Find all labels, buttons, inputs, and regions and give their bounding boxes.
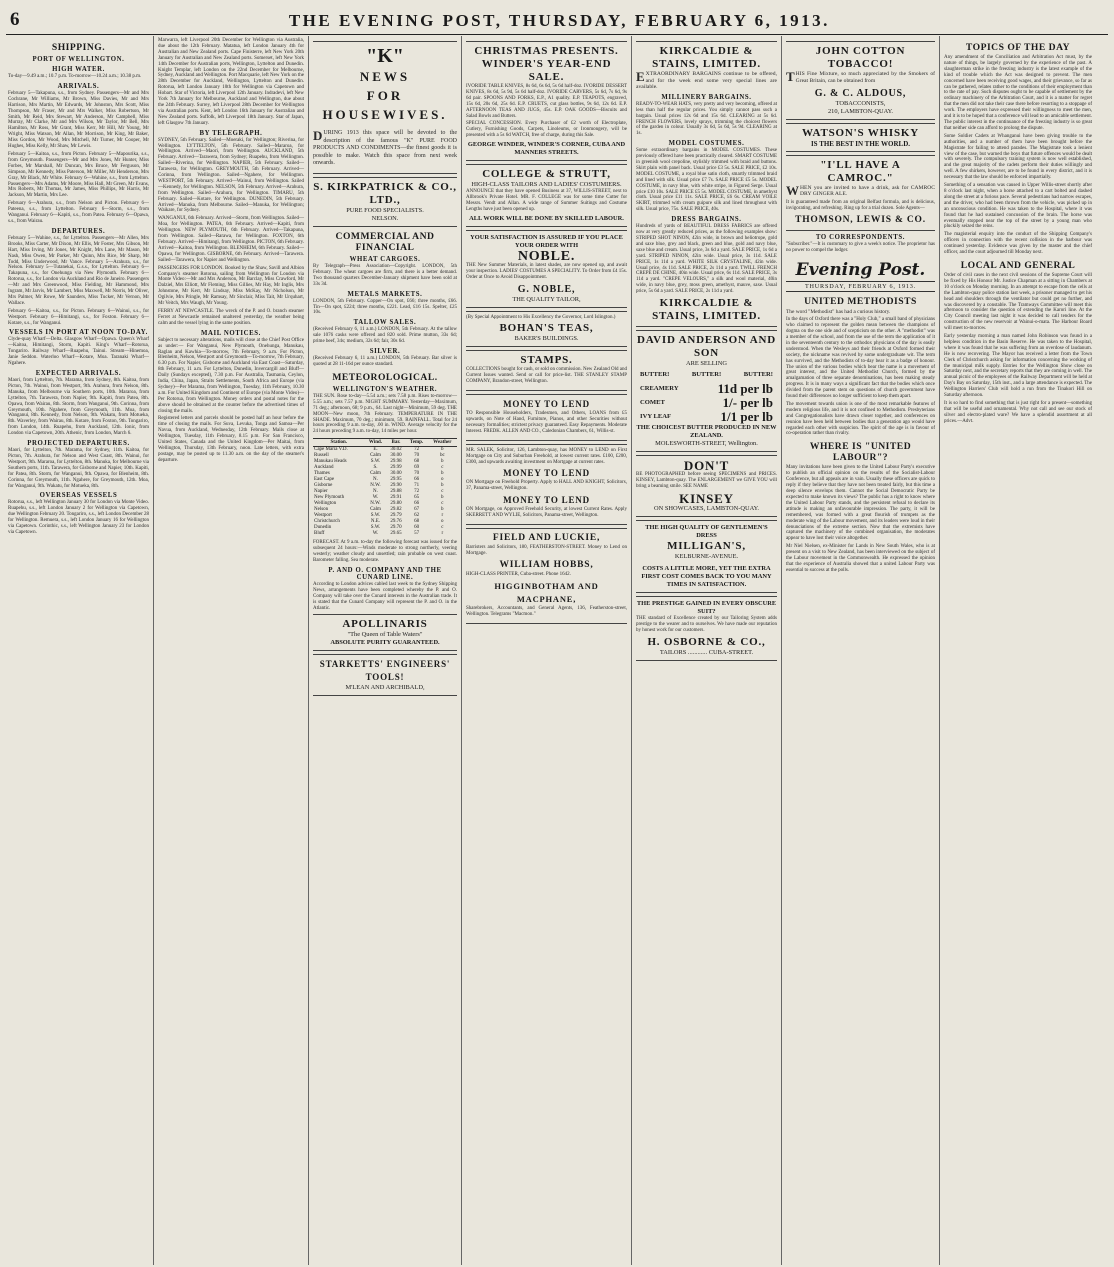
weather-cell-temp: 70 xyxy=(414,453,420,459)
column-topics xyxy=(940,36,1096,1265)
higginbotham-heading: HIGGINBOTHAM AND MACPHANE, xyxy=(494,580,599,604)
k-news-advert xyxy=(313,41,457,174)
weather-cell-weather: r xyxy=(441,531,444,537)
page-title: THE EVENING POST, THURSDAY, FEBRUARY 6, 1913. xyxy=(288,11,830,30)
editorial-date: THURSDAY, FEBRUARY 6, 1913. xyxy=(786,281,935,292)
weather-cell-station: Nelson xyxy=(314,507,329,513)
weather-cell-wind: Calm xyxy=(370,507,381,513)
thomson-heading: THOMSON, LEWIS & CO. xyxy=(795,215,926,225)
editorial-text: In the days of Oxford there was a "Holy Club," a small band of physicians who claimed to represent the golden mean between the champions of dogma on the one side and of scepticism on the other. A "methodist" was a member of the school, and from the use of the term the application of it in the seventeenth century to the orthodox physicians of the day is easily understood. When the Wesleys and their friends at Oxford formed their society, the nickname was revived by some undergraduate wit. The term has survived, and the Methodists of to-day bear it as a badge of honour. The union of the various bodies which bear the name is a movement of great interest, and the United Methodist Church, formed by the amalgamation of three separate denominations, has been making steady progress. It is in many ways a significant fact that the bodies which once divided from the parent stem on questions of church government have found their differences no longer sufficient to keep them apart. xyxy=(786,317,935,400)
section-heading-shipping: SHIPPING. xyxy=(51,42,106,53)
weather-cell-wind: W. xyxy=(372,495,379,501)
columns xyxy=(4,36,1110,1265)
k-news: NEWS xyxy=(359,69,411,84)
editorial-lead: The word "Methodist" has had a curious history. xyxy=(786,308,891,315)
weather-cell-temp: 65 xyxy=(414,495,420,501)
gnoble-sub: THE QUALITY TAILOR, xyxy=(512,295,581,303)
subhead-arrivals: ARRIVALS. xyxy=(57,82,100,90)
column-adverts-2 xyxy=(632,36,782,1265)
creamery-price: 11d per lb xyxy=(717,381,773,397)
weather-cell-weather: b xyxy=(441,495,444,501)
osborne-sub: TAILORS ............ CUBA-STREET. xyxy=(659,648,754,656)
winder-advert xyxy=(466,41,627,161)
page-number: 6 xyxy=(10,9,20,30)
weather-cell-wind: E. xyxy=(373,447,378,453)
stamps-text: COLLECTIONS bought for cash, or sold on commission. New Zealand Old and Current Issues wanted. Send or call for price-list. THE STANLEY STAMP COMPANY, Brandon-street, Wellington. xyxy=(466,367,627,385)
cotton-heading: JOHN COTTON TOBACCO! xyxy=(815,45,906,70)
apollinaris-name: APOLLINARIS xyxy=(342,618,428,631)
k-for: FOR xyxy=(366,88,404,103)
weather-cell-station: Westport xyxy=(314,513,332,519)
winder-heading: WINDER'S YEAR-END SALE. xyxy=(481,58,612,83)
subhead-expected-arrivals: EXPECTED ARRIVALS. xyxy=(35,370,122,377)
money-heading-2: MONEY TO LEND xyxy=(503,468,590,479)
osborne-advert xyxy=(636,596,777,661)
weather-cell-wind: S.W. xyxy=(370,513,381,519)
dont-heading: DON'T xyxy=(683,458,730,474)
camroc-detail: It is guaranteed made from an original Belfast formula, and is delicious, invigorating, and refreshing. Ring up for a trial dozen. Sole Agents— xyxy=(786,200,935,212)
projected-text: Maori, for Lyttelton, 7th. Marama, for Sydney, 11th. Kaitoa, for Picton, 7th. Arahura, for Nelson and West Coast, 8th. Wainui, for Westport, 9th. Mararoa, for Lyttelton, 8th. Manuka, for Melbourne via Southern ports, 11th. Tarawera, for Gisborne and Napier, 10th. Kapiti, for Patea, 8th. Storm, for Wanganui, 9th. Opawa, for Blenheim, 8th. Corinna, for Greymouth, 11th. Ngahere, for Greymouth, 12th. Moa, for Wanganui, 9th. Wakatu, for Motueka, 8th. xyxy=(8,448,149,489)
college-strutt-name: COLLEGE & STRUTT, xyxy=(482,168,611,181)
college-strutt-text: ANNOUNCE that they have opened Business at 37, WILLIS-STREET, next to Allbrook's Private Hotel. MR. F. COLLEGE was for some time Cutter for Messrs. Vendt and Allan. A wide range of Summer Suitings and Costume Lengths have just been opened up. xyxy=(466,189,627,212)
butter-1: BUTTER! xyxy=(640,371,670,379)
telegraph-text: SYDNEY, 5th February. Sailed—Moeraki, for Wellington; Riverina, for Wellington. LYTTELTON, 5th February. Sailed—Mararoa, for Wellington. Arrived—Maori, from Wellington. AUCKLAND, 5th February. Arrived—Tarawera, from Sydney; Ruapehu, from Wellington. Sailed—Riverina, for Wellington. NAPIER, 5th February. Sailed—Tarawera, for Wellington. GREYMOUTH, 5th February. Arrived—Corinna, from Wellington. Sailed—Ngahere, for Wellington. WESTPORT, 5th February. Arrived—Wainui, from Wellington. Sailed—Kennedy, for Wellington. NELSON, 5th February. Arrived—Arahura, from Wellington. Sailed—Arahura, for Wellington. TIMARU, 5th February. Sailed—Kotare, for Wellington. DUNEDIN, 5th February. Arrived—Manuka, from Melbourne. Sailed—Manuka, for Wellington; Waikare, for Sydney. xyxy=(158,137,304,214)
hobbs-text: HIGH-CLASS PRINTER, Cuba-street. Phone 1642. xyxy=(466,571,571,577)
apollinaris-advert xyxy=(313,614,457,651)
osborne-text: THE standard of Excellence created by our Tailoring System adds prestige to the wearer and to ourselves. We have made our reputation by honest work for our customers. xyxy=(636,615,777,633)
weather-cell-wind: Calm xyxy=(370,471,381,477)
weather-cell-station: Bluff xyxy=(314,531,325,537)
creamery-row xyxy=(636,382,777,396)
money-heading-3: MONEY TO LEND xyxy=(503,495,590,506)
weather-cell-weather: b xyxy=(441,459,444,465)
dress-text: Hundreds of yards of BEAUTIFUL DRESS FABRICS are offered now at very greatly reduced prices, as the following examples show: STRIPED SHOT NINON, 42in wide, in brown and heliotrope, gold and saxe blue, grey and black, green and blue, gold and navy blue, saxe blue and cream. Usual price, 3s 6d a yard. SALE PRICE, 1s 6d a yard. STRIPED NINON, 42in wide. Usual price, 3s 11d. SALE PRICE, 1s 11d a yard. WHITE SILK CRYSTALINE, 42in wide. Usual price, 4s 11d. SALE PRICE, 2s 11d a yard. TWILL FRENCH CREPE DE CHINE, 40in wide. Usual price, 6s 11d. SALE PRICE, 3s 11d a yard. "CREPE VELOURS," a silk and wool material, 40in wide, in navy blue, grey, moss green, amethyst, mauve, saxe. Usual price, 5s 6d a yard. SALE PRICE, 2s 11d a yard. xyxy=(636,224,777,295)
table-header-temp: Temp. xyxy=(406,439,428,447)
dress-heading: DRESS BARGAINS. xyxy=(671,216,742,224)
weather-cell-station: Russell xyxy=(314,453,329,459)
model-heading: MODEL COSTUMES. xyxy=(668,140,745,148)
column-editorial xyxy=(782,36,940,1265)
butter-3: BUTTER! xyxy=(743,371,773,379)
weather-cell-wind: N.W. xyxy=(370,483,381,489)
weather-cell-bar: 29.88 xyxy=(390,489,402,495)
weather-cell-temp: 66 xyxy=(414,501,420,507)
column-commercial xyxy=(309,36,462,1265)
weather-cell-weather: r xyxy=(441,513,444,519)
winder-items: IVORIDE TABLE KNIVES, 8s 6d, 6s 6d, 5s 6d half-doz. IVORIDE DESSERT KNIVES, 8s 6d, 5s 9d, 5s 6d half-doz. IVORIDE CARVERS, 5s 6d, 7s 6d, 9s 6d pair. SPOONS AND FORKS, E.P., A1 quality. E.P. TEAPOTS, engraved, 15s 6d, 20s 6d, 25s 6d. E.P. CRUETS, cut glass bottles, 9s 6d, 12s 6d. E.P. AFTERNOON TEAS AND JUGS, 45s. E.P. OAK GOODS—Biscuits and Salad Bowls and Butters. xyxy=(466,84,627,119)
pando-text: According to London advices cabled last week to the Sydney Shipping News, arrangements have been completed whereby the P. and O. Company will take over the Cunard interests in the Australian trade. It is stated that the Cunard Company will represent the P. and O. in the Atlantic. xyxy=(313,581,457,611)
section-heading-commercial: COMMERCIAL AND FINANCIAL xyxy=(335,230,435,253)
shipping-continued: Marwarra, left Liverpool 20th December for Wellington via Australia, due about the 12th February. Matatua, left London January 4th for Australian and New Zealand ports. Cape Finisterre, left New York 20th January for Australian and New Zealand ports. Somerset, left New York 14th December for Australian ports, Wellington, Lyttelton and Dunedin. Knight Templar, left London on the 22nd December for Melbourne, Sydney, Auckland and Wellington. Port Macquarie, left New York on the 28th December for Auckland, Wellington, Lyttelton and Dunedin. Rotorua, left London January 10th for Wellington via Capetown and Hobart. Star of Victoria, left Liverpool 12th January. Indradevi, left New York 7th January for Melbourne, Auckland and Wellington, due about the 24th February. Surrey, left Liverpool 28th December for Wellington via Australian ports. Kent, left London 16th January for Australian and New Zealand ports. Suffolk, left Liverpool 18th January. Star of Japan, left Glasgow 7th January. xyxy=(158,38,304,126)
subhead-mail-notices: MAIL NOTICES. xyxy=(201,329,261,337)
cotton-advert xyxy=(786,41,935,120)
k-housewives: HOUSEWIVES. xyxy=(322,107,448,122)
noble-heading: NOBLE. xyxy=(517,248,576,264)
weather-cell-wind: Calm xyxy=(370,453,381,459)
weather-cell-weather: b xyxy=(441,471,444,477)
kirkcaldie-advert xyxy=(636,41,777,327)
model-text: Some extraordinary bargains in MODEL COSTUMES. These previously offered have been practically cleared. SMART COSTUME in greenish wool crepoline, stylishly trimmed with braid and buttons. Skirt plain with panel back. Usual price £3 5s. SALE PRICE, £2 10s. MODEL COSTUME, a royal blue satin cloth, smartly trimmed braid and lined with silk. Usual price £7 7s. SALE PRICE £5 5s. MODEL COSTUME, in navy blue, with white stripe, in Figured Serge. Usual price £10 10s. SALE PRICE £5 5s. MODEL COSTUME, in amethyst cloth. Usual price £11 11s. SALE PRICE, £6 6s. CREAM VOILE SKIRT, trimmed with cream guipure silk and lined throughout with silk. Usual price, 75s. SALE PRICE, 40s. xyxy=(636,148,777,213)
labour-text-2: Mr Niel Nielsen, ex-Minister for Lands in New South Wales, who is at present on a visit to New Zealand, has been interviewed on the subject of the Labour movement in the Commonwealth. He expressed the opinion that the experience of Australia showed that a united Labour Party was essential to success at the polls. xyxy=(786,544,935,573)
correspondents-heading: TO CORRESPONDENTS. xyxy=(815,234,906,241)
creamery-label: CREAMERY xyxy=(640,385,679,393)
weather-cell-bar: 29.82 xyxy=(390,507,402,513)
weather-text: THE SUN. Rose to-day—5.54 a.m.; sets 7.58 p.m. Rises to-morrow—5.55 a.m.; sets 7.57 p.m. NIGHT SUMMARY. Yesterday—Maximum, 71 deg.; afternoon, 68; 9 p.m., 64. Last night—Minimum, 59 deg. THE MOON—New moon, 7th February. TEMPERATURE IN THE SHADE. Maximum, 70 deg.; minimum, 59. RAINFALL. Total for 24 hours preceding 9 a.m. to-day, .00 in. WIND. Average velocity for the 24 hours preceding 9 a.m. to-day, 14 miles per hour. xyxy=(313,393,457,435)
weather-cell-weather: c xyxy=(441,489,444,495)
bohan-advert xyxy=(466,311,627,348)
aldous-address: 210, LAMBTON-QUAY. xyxy=(827,107,894,115)
prestige-heading: THE PRESTIGE GAINED IN EVERY OBSCURE SUIT? xyxy=(636,599,777,615)
topics-heading: TOPICS OF THE DAY xyxy=(965,42,1071,53)
noble-advert xyxy=(466,230,627,308)
weather-cell-weather: bc xyxy=(439,453,445,459)
comet-label: COMET xyxy=(640,399,665,407)
osborne-heading: H. OSBORNE & CO., xyxy=(647,635,766,648)
camroc-text: WHEN you are invited to have a drink, ask for CAMROC DRY GINGER ALE. xyxy=(786,182,935,198)
weather-cell-wind: N. xyxy=(373,489,378,495)
aldous-sub: TOBACCONISTS, xyxy=(835,99,886,107)
kinsey-advert xyxy=(636,455,777,517)
bohan-royal: (By Special Appointment to His Excellency the Governor, Lord Islington.) xyxy=(466,314,616,320)
weather-cell-wind: N.W. xyxy=(370,501,381,507)
millinery-text: READY-TO-WEAR HATS, very pretty and very becoming, offered at less than half the regular prices. You simply cannot pass such a bargain. Usual prices 12s 6d and 15s 6d. CLEARING at 5s 6d. FRENCH FLOWERS, lovely sprays, trimming the choicest flowers of the garden in colour. Usually 3s 6d, 5s 6d, 5s 9d. CLEARING at 1s. xyxy=(636,101,777,137)
weather-cell-station: Cape Maria V.D. xyxy=(314,447,348,453)
weather-cell-weather: c xyxy=(441,465,444,471)
anderson-heading: DAVID ANDERSON AND SON xyxy=(637,334,776,360)
stamps-advert xyxy=(466,350,627,391)
masthead-spacer xyxy=(1093,9,1108,34)
kinsey-heading: KINSEY xyxy=(679,490,734,506)
passengers-london: PASSENGERS FOR LONDON. Booked by the Shaw, Savill and Albion Company's steamer Rotorua, sailing from Wellington for London via Monte Video:—Mr and Mrs Anderson, Mr Barclay, Miss Crawford, Mr Dalziel, Mrs Elliott, Mr Fleming, Miss Gillies, Mr Hay, Mr Inglis, Mrs Johnstone, Mr Kerr, Mr Lindsay, Miss McKay, Mr Nicholson, Mr Ogilvie, Mrs Pringle, Mr Ramsay, Mr Sinclair, Miss Tait, Mr Urquhart, Mr Veitch, Mrs Waugh, Mr Young. xyxy=(158,265,304,307)
k-text: DURING 1913 this space will be devoted to the description of the famous "K" PURE FOOD PRODUCTS AND CONDIMENTS—the finest goods it is possible to make. Watch this space from next week onwards. xyxy=(313,128,457,167)
comet-row xyxy=(636,396,777,410)
expected-text: Maori, from Lyttelton, 7th. Marama, from Sydney, 8th. Kaitoa, from Picton, 7th. Wainui, from Westport, 9th. Arahura, from Nelson, 8th. Manuka, from Melbourne via Southern ports, 10th. Mararoa, from Lyttelton, 7th. Tarawera, from Napier, 9th. Kapiti, from Patea, 8th. Opawa, from Wairau, 8th. Storm, from Wanganui, 9th. Corinna, from Greymouth, 10th. Ngahere, from Greymouth, 11th. Moa, from Wanganui, 8th. Kennedy, from Nelson, 9th. Wakatu, from Motueka, 8th. Waverley, from Wairau, 8th. Kotare, from Foxton, 9th. Tongariro, from London, 14th. Ruapehu, from Auckland, 12th. Ionic, from London via Capetown, 20th. Athenic, from London, March 6. xyxy=(8,378,149,437)
masthead xyxy=(6,4,1108,35)
local-text: Order of civil cases in the next civil sessions of the Supreme Court will be fixed by His Honour Mr. Justice Chapman at a sitting in Chambers at 10 o'clock on Monday morning. In an attempt to escape from the cells at the Lambton-quay police station last week, a prisoner managed to get his head and shoulders through the ventilator but could get no further, and was discovered by a constable. The Tramways Committee will meet this afternoon to consider the question of extending the Karori line. At the City Council meeting last night it was decided to call tenders for the construction of the new reservoir at Wainui-o-mata. The Harbour Board will meet to-morrow. xyxy=(944,272,1092,332)
weather-cell-station: Thames xyxy=(314,471,330,477)
milligans-advert xyxy=(636,520,777,593)
weather-cell-temp: 67 xyxy=(414,507,420,513)
column-telegraph xyxy=(154,36,309,1265)
money-text-1: TO Responsible Householders, Tradesmen, and Others, LOANS from £5 upwards, on Note of Hand, Furniture, Pianos, and other Securities without necessary formalities; strictest privacy guaranteed. Easy Repayments. Moderate Interest. FREDK. ALLEN AND CO., Caledonian Chambers, 61, Willis-st. xyxy=(466,411,627,434)
money-text-2: MR. SALEK, Solicitor, 126, Lambton-quay, has MONEY to LEND on First Mortgage on City and Suburban Freehold, at lowest current rates. £100, £200, £300, and upwards awaiting investment on Mortgage at current rates. xyxy=(466,447,627,465)
arrivals-text-3: February 6—Arahura, s.s., from Nelson and Picton. February 6—Pateena, s.s., from Lyttelton. February 6—Storm, s.s., from Wanganui. February 6—Kapiti, s.s., from Patea. February 6—Opawa, s.s., from Wairau. xyxy=(8,201,149,224)
fieldluckie-advert xyxy=(466,528,627,624)
watson-advert xyxy=(786,123,935,152)
kirkcaldie-intro: EXTRAORDINARY BARGAINS continue to be offered, and for the week end some very special lines are available. xyxy=(636,69,777,91)
overseas-text: Rotorua, s.s., left Wellington January 30 for London via Monte Video. Ruapehu, s.s., left London January 2 for Wellington via Capetown, due Wellington February 20. Tongariro, s.s., left London December 28 for Wellington. Remuera, s.s., left London January 16 for Wellington via Capetown. Corinthic, s.s., left Wellington January 23 for London via Capetown. xyxy=(8,500,149,535)
departures-text-2: February 6—Kaitoa, s.s., for Picton. February 6—Wainui, s.s., for Westport. February 6—Himitangi, s.s., for Foxton. February 6—Kotare, s.s., for Wanganui. xyxy=(8,308,149,326)
weather-cell-bar: 29.90 xyxy=(390,483,402,489)
table-header-bar: Bar. xyxy=(386,439,405,447)
table-header-weather: Weather xyxy=(428,439,457,447)
millinery-heading: MILLINERY BARGAINS. xyxy=(661,93,752,101)
weather-row xyxy=(313,531,457,537)
telegraph-text-2: WANGANUI, 6th February. Arrived—Storm, from Wellington. Sailed—Moa, for Wellington. PATEA, 6th February. Arrived—Kapiti, from Wellington. NEW PLYMOUTH, 6th February. Arrived—Takapuna, from Wellington. Sailed—Rarawa, for Wellington. FOXTON, 6th February. Arrived—Himitangi, from Wellington. PICTON, 6th February. Arrived—Kaitoa, from Wellington. BLENHEIM, 6th February. Sailed—Opawa, for Wellington. GISBORNE, 6th February. Arrived—Tarawera. Sailed—Tarawera, for Napier and Wellington. xyxy=(158,216,304,263)
tallow-text: (Received February 6, 11 a.m.) LONDON, 5th February. At the tallow sale 1076 casks were offered and 820 sold. Prime mutton, 33s 6d; prime beef, 34s; medium, 32s 6d; fair, 30s 6d. xyxy=(313,327,457,345)
weather-cell-wind: N. xyxy=(373,477,378,483)
weather-cell-bar: 29.80 xyxy=(390,501,402,507)
silver-text: (Received February 6, 11 a.m.) LONDON, 5th February. Bar silver is quoted at 28 11-16d per ounce standard. xyxy=(313,356,457,367)
editorial-heading: UNITED METHODISTS xyxy=(804,295,917,307)
winder-special: SPECIAL CONCESSION. Every Purchaser of £2 worth of Electroplate, Cutlery, Furnishing Goods, Carpets, Linoleums, or Ironmongery, will be presented with a 5s 6d WATCH, free of charge, during this Sale. xyxy=(466,121,627,139)
labour-text: Many invitations have been given to the United Labour Party's executive to publish an official opinion on the results of the Socialist-Labour Conference, but all appeals are in vain. Usually these officers are quick to reply if they believe that they have not been treated fairly, but this time a deep silence envelops them. Cannot the Social Democratic Party be expected to make known its views? The public has a right to know where the United Labour Party stands, and the persistent refusal to declare its attitude is making an unfavourable impression. The party, it will be remembered, was formed with a great flourish of trumpets as the moderate wing of the Labour movement, and its leaders were loud in their denunciations of the extreme section. Now that the extremists have captured the machinery of the combined organisation, the moderates appear to have lost their voice altogether. xyxy=(786,465,935,542)
weather-cell-weather: o xyxy=(441,477,444,483)
weather-cell-weather: b xyxy=(441,447,444,453)
weather-cell-temp: 70 xyxy=(414,471,420,477)
weather-cell-bar: 29.76 xyxy=(390,519,402,525)
weather-cell-temp: 71 xyxy=(414,483,420,489)
watson-heading: WATSON'S WHISKY xyxy=(801,126,920,139)
costs-more: COSTS A LITTLE MORE, YET THE EXTRA FIRST COST COMES BACK TO YOU MANY TIMES IN SATISFACTION. xyxy=(641,564,772,588)
subhead-projected-departures: PROJECTED DEPARTURES. xyxy=(27,440,130,448)
fieldluckie-text: Barristers and Solicitors, 180, FEATHERSTON-STREET. Money to Lend on Mortgage. xyxy=(466,545,627,556)
weather-cell-station: Wellington xyxy=(314,501,337,507)
weather-cell-station: New Plymouth xyxy=(314,495,345,501)
table-header-station: Station. xyxy=(313,439,365,447)
arrivals-text-2: February 5—Kaitoa, s.s., from Picton. February 5—Mapourika, s.s., from Greymouth. Passengers—Mr and Mrs Jones, Mr Hunter, Miss Forbes, Mr Marshall, Mr Duncan, Mrs Bruce, Mr Ferguson, Mr Simpson, Mr Kennedy, Miss Paterson, Mr Miller, Mr Henderson, Mrs Gray, Mr Black, Mr White. February 6—Wahine, s.s., from Lyttelton. Passengers—Mrs Adams, Mr Moore, Miss Hall, Mr Green, Mr Evans, Mrs Roberts, Mr Thomas, Mr James, Miss Phillips, Mr Harris, Mr Jackson, Mr Martin, Mrs Lee. xyxy=(8,152,149,199)
local-text-2: Early yesterday morning a man named John Robinson was found in a helpless condition in the Basin Reserve. He was taken to the Hospital, where it was found that he was suffering from an overdose of laudanum. He is now recovering. The Mayor has received a letter from the Town Clerk of Christchurch asking for information concerning the working of the municipal milk supply. Entries for the Wellington Show close on Saturday next, and the secretary reports that they are coming in well. The annual picnic of the employees of the Railway Department will be held at Day's Bay on Saturday, 15th inst., and a large attendance is expected. The Wellington Harriers' Club will hold a run from the Tinakori Hill on Saturday afternoon. xyxy=(944,334,1092,399)
weather-cell-bar: 29.98 xyxy=(390,459,402,465)
weather-table-body xyxy=(313,447,457,538)
weather-table xyxy=(313,438,457,537)
ivy-price: 1/1 per lb xyxy=(720,409,773,425)
subhead-wheat-cargoes: WHEAT CARGOES. xyxy=(349,256,421,264)
hobbs-heading: WILLIAM HOBBS, xyxy=(499,559,594,570)
weather-cell-station: Gisborne xyxy=(314,483,333,489)
weather-cell-bar: 30.02 xyxy=(390,447,402,453)
money-text-4: ON Mortgage, on Approved Freehold Security, at lowest Current Rates. Apply SKERRETT AND WYLIE, Solicitors, Panama-street, Wellington. xyxy=(466,507,627,519)
weather-cell-station: Dunedin xyxy=(314,525,332,531)
higginbotham-text: Sharebrokers, Accountants, and General Agents, 136, Featherston-street, Wellington. Telegrams "Macmon." xyxy=(466,605,627,617)
topics-text: Any amendment of the Conciliation and Arbitration Act must, by the nature of things, be largely governed by the experience of the past. A slaughterman strike in the freezing industry is the latest example of the kind of trouble which the Act was designed to prevent. The men concerned have been receiving good wages, and their grievance, so far as can be gathered, relates rather to the conditions of their employment than to the rate of pay. Such disputes ought to be capable of settlement by the ordinary machinery of the Arbitration Court, and it is a matter for regret that the men did not take their case there before resorting to a stoppage of work. The employers have expressed their willingness to meet the men, and it is to be hoped that a conference will lead to an amicable settlement. The public interest in the continuance of the freezing industry is so great that neither side can afford to prolong the dispute. xyxy=(944,55,1092,131)
college-strutt-sub: HIGH-CLASS TAILORS AND LADIES' COSTUMIERS. xyxy=(471,181,622,189)
high-quality: THE HIGH QUALITY OF GENTLEMEN'S DRESS xyxy=(645,523,768,539)
weather-cell-wind: N.E. xyxy=(370,519,381,525)
subhead-metals: METALS MARKETS. xyxy=(347,290,423,298)
subhead-by-telegraph: BY TELEGRAPH. xyxy=(199,129,263,137)
weather-cell-temp: 68 xyxy=(414,459,420,465)
weather-cell-bar: 30.00 xyxy=(390,453,402,459)
money-heading-1: MONEY TO LEND xyxy=(503,399,590,410)
weather-cell-wind: W. xyxy=(372,531,379,537)
gnoble-heading: G. NOBLE, xyxy=(517,283,576,295)
watson-text: IS THE BEST IN THE WORLD. xyxy=(810,139,911,148)
ivy-label: IVY LEAF xyxy=(640,413,672,421)
kirkpatrick-name: S. KIRKPATRICK & CO., LTD., xyxy=(313,180,457,206)
weather-cell-weather: c xyxy=(441,525,444,531)
weather-cell-bar: 29.91 xyxy=(390,495,402,501)
anderson-advert xyxy=(636,330,777,452)
weather-cell-wind: S.W. xyxy=(370,525,381,531)
mclean-name: M'LEAN AND ARCHIBALD, xyxy=(345,684,425,692)
section-heading-meteorological: METEOROLOGICAL. xyxy=(332,371,438,383)
milligans-sub: KELBURNE-AVENUE. xyxy=(674,552,739,560)
kinsey-text: BE PHOTOGRAPHED before seeing SPECIMENS and PRICES. KINSEY, Lambton-quay. The ENLARGEMENT we GIVE YOU will bring a beaming smile. SEE NAME xyxy=(636,472,777,489)
weather-cell-bar: 29.79 xyxy=(390,513,402,519)
are-selling: ARE SELLING xyxy=(685,360,727,368)
weather-cell-station: Manukau Heads xyxy=(314,459,347,465)
subhead-high-water: HIGH WATER. xyxy=(52,66,105,74)
noble-text: THE New Summer Materials, in latest shades, are now opened up, and await your inspection. LADIES' COSTUMES A SPECIALITY. To Order from £4 15s. Order at Once to Avoid Disappointment. xyxy=(466,262,627,280)
mail-text-2: Registered letters and parcels should be posted half an hour before the time of closing the mails. For Suva, Levuka, Tonga and Samoa—Per Navua, from Auckland, Wednesday, 12th February. Mails close at Wellington, Tuesday, 11th February, 8.15 p.m. For San Francisco, United States, Canada and the United Kingdom—Per Maitai, from Wellington, Thursday, 13th February, noon. Late letters, with extra postage, may be posted up to 11.30 a.m. on the day of the steamer's departure. xyxy=(158,416,304,463)
ferry-notice: FERRY AT NEWCASTLE. The wreck of the P. and O. branch steamer Ferret at Newcastle remained unaltered yesterday, the weather being calm and the vessel lying in the same position. xyxy=(158,308,304,326)
weather-cell-temp: 72 xyxy=(414,447,420,453)
topics-text-2: Some Soldier Cadets at Whanganui have been giving trouble to the authorities, and a number of them have been brought before the Magistrate for failing to attend parades. The Magistrate took a lenient view of the case, but warned the boys that future offences would be dealt with severely. The compulsory training system is now well established, and the great majority of the cadets perform their duties willingly and well. A few shirkers, however, are to be found in every district, and it is necessary that the law should be enforced impartially. xyxy=(944,133,1092,181)
local-text-3: It is so hard to find something that is just right for a present—something that will be useful and ornamental. Why not call and see our stock of silver and electro-plated ware? We have a splendid assortment at all prices.—Advt. xyxy=(944,401,1092,424)
mail-text: Subject to necessary alterations, mails will close at the Chief Post Office as under:— For Wanganui, New Plymouth, Onehunga, Manukau, Raglan and Kawhia—To-morrow, 7th February, 9 a.m. For Picton, Blenheim, Nelson, Westport and Greymouth—To-morrow, 7th February, 6.30 p.m. For Napier, Gisborne and Auckland via East Coast—Saturday, 8th February, 11 a.m. For Lyttelton, Dunedin, Invercargill and Bluff—Daily (Sundays excepted), 7.30 p.m. For Australia, Tasmania, Ceylon, India, China, Japan, Straits Settlements, South Africa and Europe (via Sydney)—Per Marama, from Wellington, Tuesday, 11th February, 10.30 a.m. For United Kingdom and Continent of Europe (via Monte Video)—Per Rotorua, from Wellington. Money orders and postal notes for the above should be obtained at the counter before the advertised times of closing the mails. xyxy=(158,337,304,414)
weather-cell-weather: c xyxy=(441,501,444,507)
weather-cell-temp: 66 xyxy=(414,477,420,483)
cotton-text: THIS Fine Mixture, so much appreciated by the Smokers of Great Britain, can be obtained from xyxy=(786,69,935,84)
weather-cell-bar: 29.99 xyxy=(390,465,402,471)
kirkcaldie-heading: KIRKCALDIE & STAINS, LIMITED. xyxy=(652,45,761,70)
bohan-sub: BAKER'S BUILDINGS. xyxy=(514,335,579,343)
table-header-wind: Wind. xyxy=(365,439,387,447)
apollinaris-sub: "The Queen of Table Waters" xyxy=(347,631,423,639)
vessels-text: Clyde-quay Wharf—Delta. Glasgow Wharf—Opawa. Queen's Wharf—Kaitoa, Himitangi, Storm, Kapiti. King's Wharf—Rotorua, Tongariro. Railway Wharf—Ruapehu, Tainui. Stream—Hinemoa, Janie Seddon. Waterloo Wharf—Kotare, Moa. Taranaki Wharf—Ngahere. xyxy=(8,337,149,367)
molesworth-address: MOLESWORTH-STREET, Wellington. xyxy=(655,440,758,448)
milligans-heading: MILLIGAN'S, xyxy=(667,539,746,552)
money-text-3: ON Mortgage on Freehold Property. Apply to HALL AND KNIGHT, Solicitors, 37, Panama-street, Wellington. xyxy=(466,480,627,492)
weather-cell-temp: 57 xyxy=(414,531,420,537)
kinsey-sub: ON SHOWCASES, LAMBTON-QUAY. xyxy=(654,504,759,512)
kirkpatrick-advert xyxy=(313,177,457,227)
high-water-times: To-day—9.49 a.m.; 10.7 p.m. To-morrow—10.24 a.m.; 10.38 p.m. xyxy=(8,74,142,80)
money-advert-1 xyxy=(466,394,627,441)
subhead-silver: SILVER. xyxy=(369,348,401,356)
weather-cell-wind: S.W. xyxy=(370,459,381,465)
weather-cell-weather: b xyxy=(441,483,444,489)
subhead-overseas-vessels: OVERSEAS VESSELS xyxy=(39,492,118,500)
butter-banner xyxy=(636,368,777,382)
weather-cell-station: Napier xyxy=(314,489,328,495)
all-work: ALL WORK WILL BE DONE BY SKILLED LABOUR. xyxy=(469,214,624,222)
subhead-tallow: TALLOW SALES. xyxy=(353,319,417,327)
weather-cell-temp: 69 xyxy=(414,465,420,471)
weather-cell-temp: 62 xyxy=(414,513,420,519)
choicest-butter: THE CHOICEST BUTTER PRODUCED IN NEW ZEALAND. xyxy=(636,424,777,440)
apollinaris-purity: ABSOLUTE PURITY GUARANTEED. xyxy=(330,639,440,647)
ivy-row xyxy=(636,410,777,424)
butter-2: BUTTER! xyxy=(691,371,722,379)
metals-text: LONDON, 5th February. Copper—On spot, £66; three months, £66. Tin—On spot, £224; three months, £221. Lead, £16 15s. Spelter, £25 10s. xyxy=(313,298,457,316)
weather-cell-station: Christchurch xyxy=(314,519,340,525)
subhead-vessels-in-port: VESSELS IN PORT AT NOON TO-DAY. xyxy=(9,329,148,337)
camroc-heading: "I'LL HAVE A CAMROC." xyxy=(820,158,901,184)
weather-cell-temp: 68 xyxy=(414,519,420,525)
weather-cell-weather: b xyxy=(441,507,444,513)
weather-cell-station: Auckland xyxy=(314,465,334,471)
weather-cell-bar: 29.70 xyxy=(390,525,402,531)
weather-cell-bar: 29.65 xyxy=(390,531,402,537)
weather-cell-temp: 72 xyxy=(414,489,420,495)
weather-cell-weather: o xyxy=(441,519,444,525)
aldous-heading: G. & C. ALDOUS, xyxy=(814,87,907,99)
weather-cell-temp: 60 xyxy=(414,525,420,531)
camroc-advert xyxy=(786,155,935,231)
satisfaction-heading: YOUR SATISFACTION IS ASSURED IF YOU PLACE YOUR ORDER WITH xyxy=(470,233,623,249)
local-heading: LOCAL AND GENERAL xyxy=(960,259,1076,271)
starketts-name: STARKETTS' ENGINEERS' TOOLS! xyxy=(319,659,451,683)
column-adverts-1 xyxy=(462,36,632,1265)
arrivals-text: February 5—Takapuna, s.s., from Sydney. Passengers—Mr and Mrs Cochrane, Mr Williams, Mr Brown, Miss Davies, Mr and Mrs Harrison, Mrs Martin, Mr Edwards, Mr Johnston, Mrs Scott, Miss Thompson, Mr Fraser, Mr and Mrs Walker, Miss Robertson, Mr Smith, Mr Reid, Mrs Stewart, Mr Anderson, Mr Campbell, Miss Murray, Mr Clarke, Mr and Mrs Wilson, Mr Taylor, Mr Bell, Mrs Hamilton, Mr Ross, Mr Grant, Miss Kerr, Mr Hill, Mr Young, Mr Wright, Miss Watson, Mr Allan, Mr Morrison, Mr King, Mr Baker, Miss Gordon, Mr Wood, Mrs Mitchell, Mr Turner, Mr Cooper, Mr Hughes, Miss Kelly, Mr Shaw, Mr Lewis. xyxy=(8,90,149,150)
subhead-port: PORT OF WELLINGTON. xyxy=(32,56,125,64)
weather-cell-bar: 30.00 xyxy=(390,471,402,477)
editorial-nameplate: Evening Post. xyxy=(795,259,926,280)
weather-cell-station: East Cape xyxy=(314,477,335,483)
fieldluckie-heading: FIELD AND LUCKIE, xyxy=(492,533,601,544)
subhead-departures: DEPARTURES. xyxy=(51,227,106,235)
subhead-weather: WELLINGTON'S WEATHER. xyxy=(332,385,438,393)
column-shipping xyxy=(4,36,154,1265)
subhead-pando: P. AND O. COMPANY AND THE CUNARD LINE. xyxy=(328,566,442,581)
winder-footer: GEORGE WINDER, WINDER'S CORNER, CUBA AND MANNERS STREETS. xyxy=(467,141,626,157)
comet-price: 1/- per lb xyxy=(722,395,773,411)
kirkcaldie-footer: KIRKCALDIE & STAINS, LIMITED. xyxy=(652,297,761,323)
labour-heading: WHERE IS "UNITED LABOUR"? xyxy=(809,441,912,464)
k-title: "K" xyxy=(366,45,404,67)
editorial-text-2: The movement towards union is one of the most remarkable features of modern religious life, and it is not confined to Methodism. Presbyterians and Congregationalists have drawn closer together, and conferences on reunion have been held between bodies that a generation ago would have regarded each other with suspicion. The spirit of the age is in favour of co-operation rather than rivalry. xyxy=(786,401,935,437)
departures-text: February 5—Wahine, s.s., for Lyttelton. Passengers—Mr Allen, Mrs Brooks, Miss Carter, Mr Dixon, Mr Ellis, Mr Foster, Mrs Gibson, Mr Hart, Miss Irving, Mr Jones, Mr Knight, Mrs Lane, Mr Mason, Mr Nash, Miss Owen, Mr Parker, Mr Quinn, Mrs Rice, Mr Sharp, Mr Todd, Miss Underwood, Mr Vance. February 5—Arahura, s.s., for Nelson. February 5—Tutanekai, G.s.s., for Lyttelton. February 6—Takapuna, s.s., for Onehunga via New Plymouth. February 6—Rotorua, s.s., for London via Auckland and Rio de Janeiro. Passengers—Mr and Mrs Greenwood, Miss Fielding, Mr Hammond, Mrs Ingram, Mr Jarvis, Mr Lambert, Miss Maxwell, Mr Norris, Mr Oliver, Mrs Palmer, Mr Rowe, Mr Saunders, Miss Tucker, Mr Vernon, Mr Wallace. xyxy=(8,235,149,306)
topics-text-3: Something of a sensation was caused in Upper Willis-street shortly after 8 o'clock last night, when a horse attached to a cart bolted and dashed along the street at a furious pace. Several pedestrians had narrow escapes, and the driver, who had been thrown from the vehicle, was picked up in an unconscious condition. He was taken to the Hospital, where it was found that he had sustained concussion of the brain. The horse was eventually stopped near the top of the street by a young man who pluckily seized the reins. xyxy=(944,183,1092,230)
kirkpatrick-place: NELSON. xyxy=(371,214,399,222)
xmas-heading: CHRISTMAS PRESENTS. xyxy=(474,45,619,57)
stamps-heading: STAMPS. xyxy=(520,354,573,367)
weather-cell-wind: S. xyxy=(373,465,378,471)
correspondents-text: "Subscriber."—It is customary to give a week's notice. The proprietor has no power to compel the lodger. xyxy=(786,242,935,253)
weather-forecast: FORECAST. At 9 a.m. to-day the following forecast was issued for the subsequent 24 hours:—Winds moderate to strong northerly, veering westerly; weather cloudy and unsettled; rain probable on west coast. Barometer falling. Sea moderate. xyxy=(313,540,457,563)
money-advert-2 xyxy=(466,444,627,525)
wheat-text: By Telegraph—Press Association—Copyright. LONDON, 5th February. The wheat cargoes are firm, and there is a better demand. Two thousand quarters December-January shipment have been sold at 33s 3d. xyxy=(313,264,457,287)
weather-cell-bar: 29.95 xyxy=(390,477,402,483)
kirkpatrick-sub: PURE FOOD SPECIALISTS. xyxy=(346,206,424,214)
topics-text-4: The magisterial enquiry into the conduct of the Shipping Company's officers in connection with the recent collision in the harbour was continued yesterday. Evidence was given by the master and the chief officer, and the court adjourned till Monday next. xyxy=(944,232,1092,256)
college-strutt-advert xyxy=(466,164,627,227)
bohan-heading: BOHAN'S TEAS, xyxy=(499,322,594,335)
starketts-advert xyxy=(313,654,457,696)
